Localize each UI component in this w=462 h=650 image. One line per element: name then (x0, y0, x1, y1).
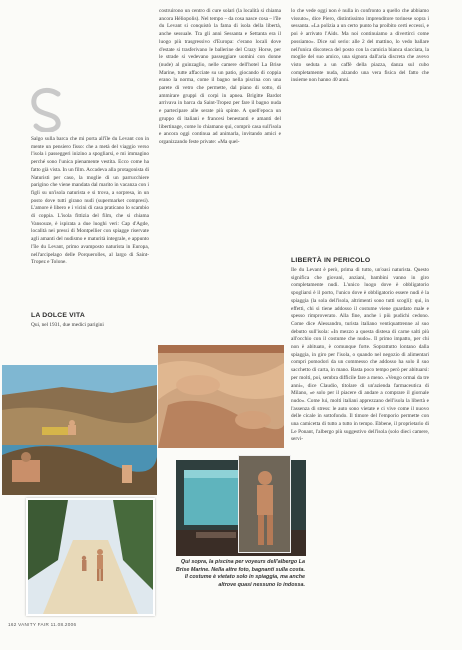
article-body-text: Qui, nel 1931, due medici parigini (31, 322, 104, 328)
photo-walkers-path (26, 498, 155, 616)
photo-coast-bathers (2, 365, 157, 495)
page-footer: 162 VANITY FAIR 11.08.2006 (8, 622, 77, 627)
article-body-text: costruirono un centro di cure solari (la località si chiama ancora Héliopolis). Nel tempo – da cosa nasce cosa – l'île du Levant si conquistò la fama di isola della libertà, anche sessuale. Tra gli anni Sessanta e Settanta era il luogo più trasgressivo d'Europa: c'erano locali dove d'estate si trasferivano le ballerine del Crazy Horse, per le strade si vedevano passeggiare uomini con donne (nude) al guinzaglio, nelle camere dell'hotel La Brise Marine, tutte affacciate su un patio, giocando di coppia erano la norma, come il bagno nella piscina con una parete di vetro che permette, dal piano di sotto, di ammirare gruppi di corpi in apnea. Brigitte Bardot arrivava in barca da Saint-Tropez per fare il bagno nuda e partecipare alle serate più spinte. A quell'epoca un gruppo di italiani e francesi benestanti e amanti del libertinage, come lo chiamano qui, comprò casa sull'isola e ancora oggi continua ad animarla, invitando amici e organizzando feste private: «Ma quel- (159, 8, 281, 145)
section-heading: LIBERTÀ IN PERICOLO (291, 257, 371, 264)
article-body-text: Salgo sulla barca che mi porta all'île du Levant con in mente un pensiero fisso: che a metà del viaggio verso l'isola i passeggeri inizino a spogliarsi, e mi immagino perché sono l'unica pienamente vestita. Ecco come ha fatto già vista. In un film. Accadeva alla protagonista di Naturisti per caso, la moglie di un parrucchiere parigino che viene mandata dal marito in vacanza con i figli su un'isola naturista e si trova, a sorpresa, in un posto dove tutti girano nudi (supermarket compresi). L'amore è libero e i vicini di casa praticano lo scambio di coppia. L'isola fittizia del film, che si chiama Vansouze, è ispirata a due luoghi veri: Cap d'Agde, località nei pressi di Montpellier con spiagge riservate agli amanti del nudismo e maturità integrale, e appunto l'île du Levant, primo avamposto naturista in Europa, nell'arcipelago delle Porquerolles, al largo di Saint-Tropez e Tolone. (31, 136, 149, 266)
article-body-text: Ile du Levant è però, prima di tutto, un'oasi naturista. Questo significa che giovani, anziani, bambini vanno in giro completamente nudi. L'unico luogo dove è obbligatorio spogliarsi è il porto, l'unico dove è obbligatorio essere nudi è la spiaggia (la sola dell'isola, altrimenti sono tutti scogli): qui, in effetti, chi si tiene addosso il costume viene guardato male e spesso rimproverato. Alla fine, anche i più pudichi cedono. Come dice Alessandro, turista italiano ventiquattrenne al suo debutto sull'isola: «In mezzo a questa distesa di carne salti più all'occhio con il costume che nudo». Il primo impatto, per chi non è abituato, è comunque forte. Soprattutto lontano dalla spiaggia, in giro per l'isola, o quando nel negozio di alimentari compri pomodori da un commesso che addosso ha solo il suo sacchetto di carta, in mano. Basta poco tempo però per abituarsi: per molti, poi, sembra difficile fare a meno. «Vengo ormai da tre anni», dice Claudio, titolare di un'azienda farmaceutica di Milano, «e solo per il piacere di andare a comprare il giornale nudo». Come lui, molti italiani apprezzano dell'isola la libertà e l'assenza di stress: le auto sono vietate e ci vive come il nuovo delle cicale in sottofondo. Il timore del l'emporio permette con una camicetta di tutto a tutto in tempo. Ebbene, il proprietario di Le Ponant, l'albergo più suggestivo dell'isola (solo dieci camere, servi- (291, 267, 429, 443)
article-column-1 (31, 136, 149, 306)
article-column-3-top (291, 8, 429, 255)
section-heading: LA DOLCE VITA (31, 312, 85, 319)
photo-sunbathing-bodies (158, 345, 284, 448)
photo-standing-man (238, 455, 291, 553)
drop-cap-ornament (28, 86, 68, 132)
article-column-3-bottom (291, 267, 429, 635)
photo-caption: Qui sopra, la piscina per voyeurs dell'albergo La Brise Marine. Nella altre foto, bagnanti sulla costa. Il costume è vietato solo in spiaggia, ma anche altrove quasi nessuno lo indossa. (175, 559, 305, 588)
article-body-text: lo che vede oggi non è nulla in confronto a quello che abbiamo vissuto», dice Piero, distintissimo imprenditore torinese sopra i sessanta. «La polizia a un certo punto ha proibito certi eccessi, e poi è arrivato l'Aids. Ma noi continuiamo a divertirci come possiamo». Dice sul serio: alle 2 del mattino, lo vedo ballare nell'unica discoteca del posto con la camicia bianca slacciata, la moglie del suo amico, una signora dall'aria discreta che avevo visto seduta a un caffè della piazza, danza sul cubo completamente nuda, alzando una vera fisica del fatto che insieme non hanno 40 anni. (291, 8, 429, 84)
article-column-2 (159, 8, 281, 340)
